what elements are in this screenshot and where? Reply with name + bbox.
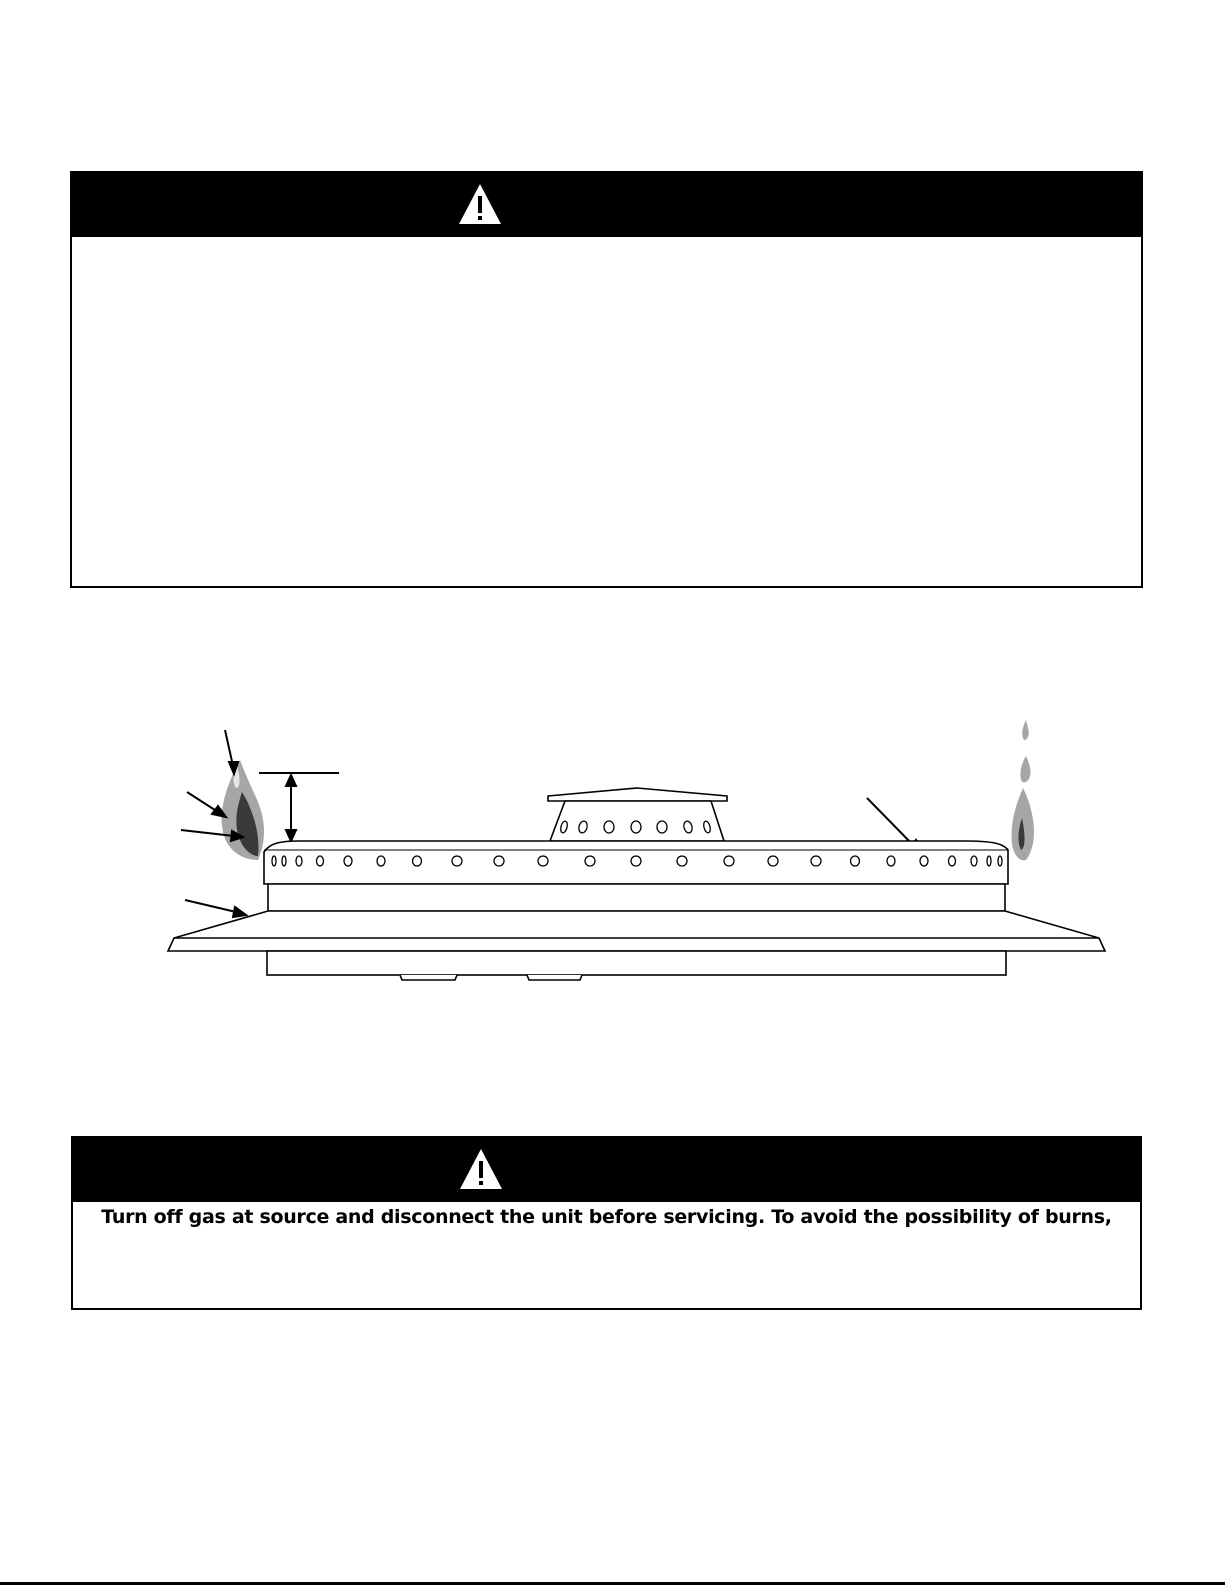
burner-diagram <box>0 700 1225 1000</box>
warning-triangle-icon <box>458 1147 504 1191</box>
warning-box-bottom <box>71 1136 1142 1310</box>
warning-box-top <box>70 171 1143 588</box>
warning-header-top <box>72 173 1141 237</box>
left-flame <box>222 760 264 860</box>
right-flame <box>1011 720 1034 860</box>
warning-text-bottom: Turn off gas at source and disconnect the unit before servicing. To avoid the possibility of burns, <box>101 1206 1112 1228</box>
burner-ring <box>264 841 1008 884</box>
burner-base <box>168 884 1105 980</box>
warning-header-bottom <box>73 1138 1140 1202</box>
warning-triangle-icon <box>457 182 503 226</box>
